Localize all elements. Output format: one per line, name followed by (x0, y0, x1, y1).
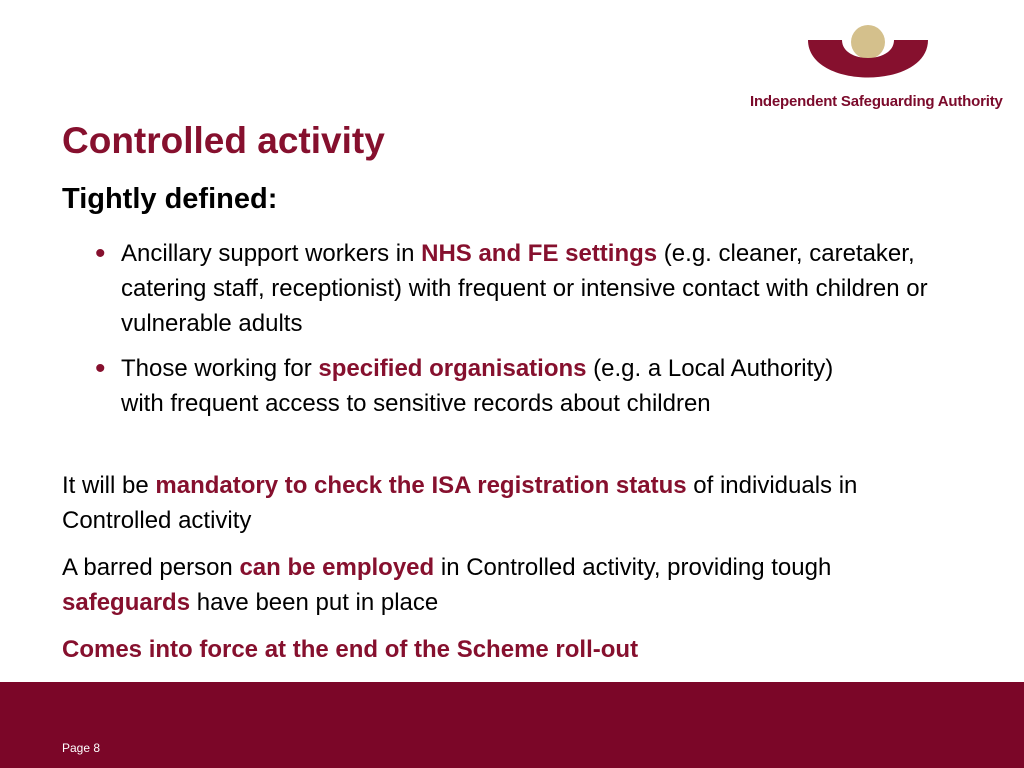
isa-logo (742, 18, 1004, 118)
slide-subtitle: Tightly defined: (62, 183, 278, 215)
paragraph-mandatory-check (62, 468, 862, 538)
closing-statement: Comes into force at the end of the Scheme roll-out (62, 636, 639, 663)
paragraph-text: of individuals in Controlled activity (62, 472, 858, 534)
bullet-text: (e.g. a Local Authority) with frequent access to sensitive records about children (121, 355, 834, 417)
bullet-item-specified-organisations (121, 351, 851, 421)
bullet-text: Those working for (121, 355, 319, 382)
bullet-text: Ancillary support workers in (121, 240, 422, 267)
isa-emblem-icon (742, 18, 1004, 94)
page-number: Page 8 (62, 741, 101, 755)
logo-organisation-name: Independent Safeguarding Authority (750, 93, 1003, 110)
bullet-icon: • (95, 237, 106, 270)
paragraph-highlight: mandatory to check the ISA registration status (155, 472, 687, 499)
bullet-item-ancillary-workers (121, 236, 951, 341)
bullet-highlight: NHS and FE settings (421, 240, 658, 267)
paragraph-barred-person (62, 550, 912, 620)
paragraph-text: A barred person (62, 554, 240, 581)
bullet-icon: • (95, 352, 106, 385)
slide-title: Controlled activity (62, 120, 385, 161)
paragraph-highlight: can be employed (239, 554, 435, 581)
paragraph-text: in Controlled activity, providing tough (434, 554, 832, 581)
paragraph-text: It will be (62, 472, 156, 499)
bullet-text: (e.g. cleaner, caretaker, catering staff, receptionist) with frequent or intensive contact with children or vulnerable adults (121, 240, 928, 337)
paragraph-highlight: safeguards (62, 589, 191, 616)
bullet-highlight: specified organisations (318, 355, 587, 382)
footer-bar (0, 682, 1024, 768)
paragraph-text: have been put in place (190, 589, 439, 616)
